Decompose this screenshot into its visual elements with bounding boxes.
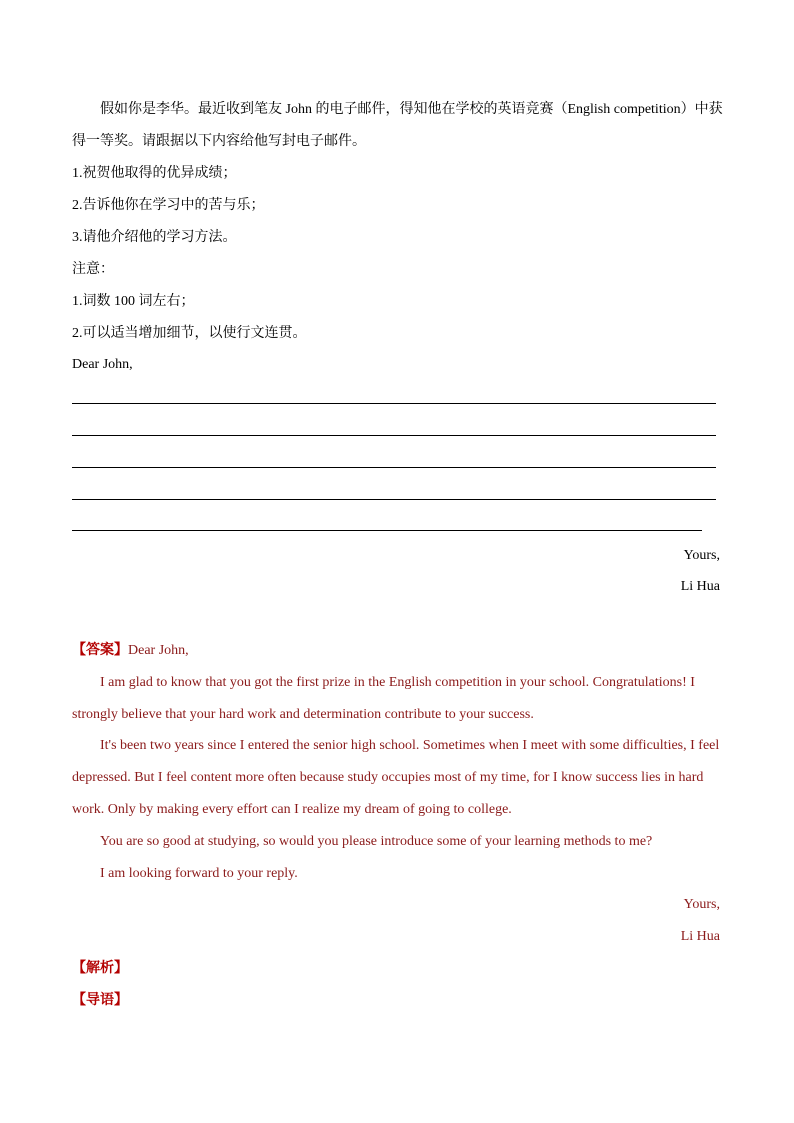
prompt-closing: Yours, [683,548,720,563]
answer-line: strongly believe that your hard work and determination contribute to your success. [72,707,534,722]
answer-greeting: Dear John, [128,643,189,658]
answer-header [72,641,189,661]
answer-line: work. Only by making every effort can I realize my dream of going to college. [72,802,512,817]
answer-closing: Yours, [683,897,720,912]
answer-line: I am glad to know that you got the first prize in the English competition in your school. Congratulations! I [100,675,695,690]
writing-line [72,499,716,500]
prompt-greeting: Dear John, [72,357,133,372]
answer-line: It's been two years since I entered the senior high school. Sometimes when I meet with some difficulties, I feel [100,738,720,753]
note-2: 2.可以适当增加细节，以使行文连贯。 [72,326,307,341]
guide-label: 【导语】 [72,993,128,1008]
writing-line [72,403,716,404]
writing-line [72,435,716,436]
prompt-line-1: 假如你是李华。最近收到笔友 John 的电子邮件，得知他在学校的英语竞赛（English competition）中获 [100,102,723,117]
note-1: 1.词数 100 词左右； [72,294,195,309]
writing-line [72,467,716,468]
prompt-item-2: 2.告诉他你在学习中的苦与乐； [72,198,265,213]
prompt-item-1: 1.祝贺他取得的优异成绩； [72,166,237,181]
prompt-line-2: 得一等奖。请跟据以下内容给他写封电子邮件。 [72,134,366,149]
answer-line: depressed. But I feel content more often because study occupies most of my time, for I know success lies in hard [72,770,704,785]
prompt-item-3: 3.请他介绍他的学习方法。 [72,230,237,245]
notes-label: 注意： [72,262,114,277]
answer-label: 【答案】 [72,643,128,658]
answer-line: You are so good at studying, so would you please introduce some of your learning methods to me? [100,834,653,849]
writing-line [72,530,702,531]
analysis-label: 【解析】 [72,961,128,976]
answer-signature: Li Hua [680,929,720,944]
answer-line: I am looking forward to your reply. [100,866,298,881]
prompt-signature: Li Hua [680,579,720,594]
